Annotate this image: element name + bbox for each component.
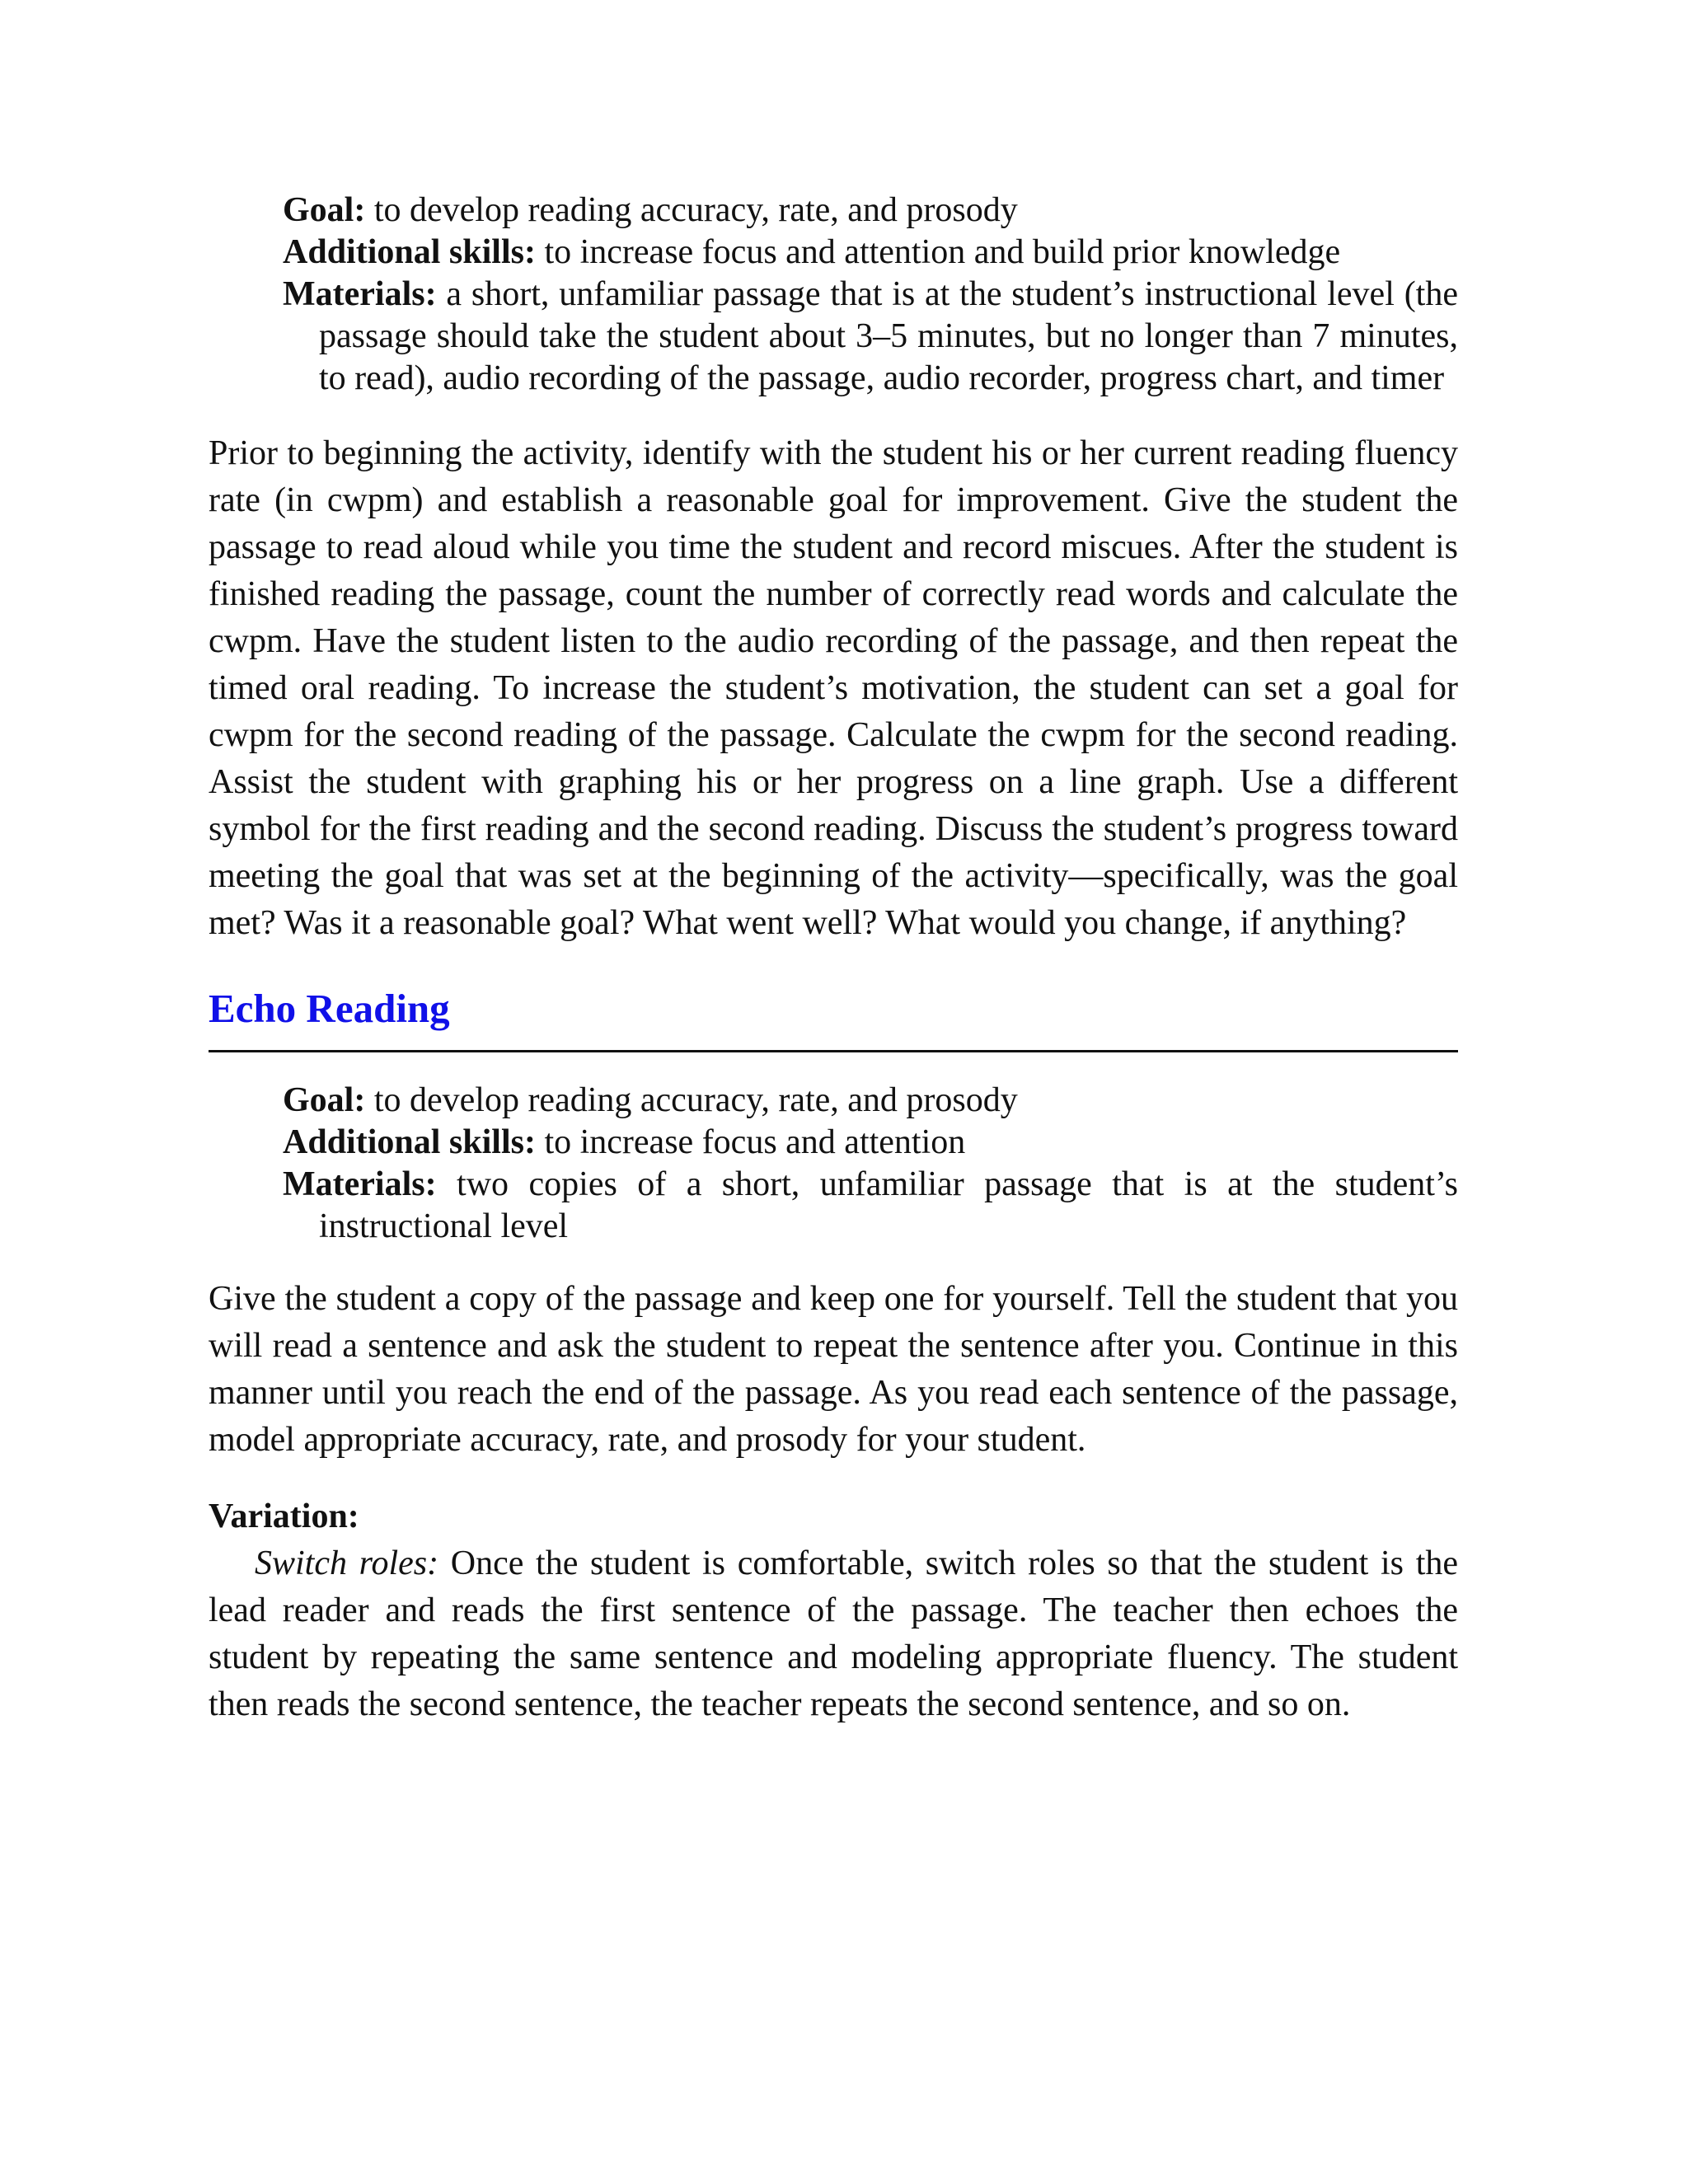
goal-text: to develop reading accuracy, rate, and prosody (365, 1081, 1018, 1119)
skills-line (283, 232, 1458, 274)
materials-label: Materials: (283, 1165, 437, 1203)
goal-text: to develop reading accuracy, rate, and prosody (365, 191, 1018, 229)
activity-specs-2 (283, 1080, 1458, 1248)
variation-paragraph (209, 1540, 1458, 1728)
skills-line (283, 1122, 1458, 1164)
skills-text: to increase focus and attention (535, 1123, 966, 1161)
variation-title: Variation: (209, 1497, 359, 1535)
materials-text: two copies of a short, unfamiliar passage that is at the student’s instructional level (319, 1165, 1458, 1245)
materials-line (283, 274, 1458, 400)
activity-instructions-2: Give the student a copy of the passage and keep one for yourself. Tell the student that you will read a sentence and ask the student to repeat the sentence after you. Continue in this manner until you reach the end of the passage. As you read each sentence of the passage, model appropriate accuracy, rate, and prosody for your student. (209, 1280, 1458, 1459)
goal-line (283, 1080, 1458, 1122)
goal-line (283, 190, 1458, 232)
document-page (209, 190, 1458, 1728)
heading-rule (209, 1050, 1458, 1052)
skills-text: to increase focus and attention and build prior knowledge (535, 233, 1341, 271)
materials-label: Materials: (283, 275, 437, 313)
section-heading-echo-reading: Echo Reading (209, 986, 450, 1031)
variation-label: Switch roles: (255, 1544, 439, 1582)
skills-label: Additional skills: (283, 1123, 536, 1161)
goal-label: Goal: (283, 191, 366, 229)
skills-label: Additional skills: (283, 233, 536, 271)
activity-specs-1 (283, 190, 1458, 400)
variation-text: Once the student is comfortable, switch roles so that the student is the lead reader and reads the first sentence of the passage. The teacher then echoes the student by repeating the same sentence and modeling appropriate fluency. The student then reads the second sentence, the teacher repeats the second sentence, and so on. (209, 1544, 1459, 1723)
goal-label: Goal: (283, 1081, 366, 1119)
activity-instructions-1: Prior to beginning the activity, identify with the student his or her current reading fluency rate (in cwpm) and establish a reasonable goal for improvement. Give the student the passage to read aloud while you time the student and record miscues. After the student is finished reading the passage, count the number of correctly read words and calculate the cwpm. Have the student listen to the audio recording of the passage, and then repeat the timed oral reading. To increase the student’s motivation, the student can set a goal for cwpm for the second reading of the passage. Calculate the cwpm for the second reading. Assist the student with graphing his or her progress on a line graph. Use a different symbol for the first reading and the second reading. Discuss the student’s progress toward meeting the goal that was set at the beginning of the activity—specifically, was the goal met? Was it a reasonable goal? What went well? What would you change, if anything? (209, 434, 1458, 942)
materials-text: a short, unfamiliar passage that is at the student’s instructional level (the passage should take the student about 3–5 minutes, but no longer than 7 minutes, to read), audio recording of the passage, audio recorder, progress chart, and timer (319, 275, 1458, 397)
materials-line (283, 1164, 1458, 1248)
